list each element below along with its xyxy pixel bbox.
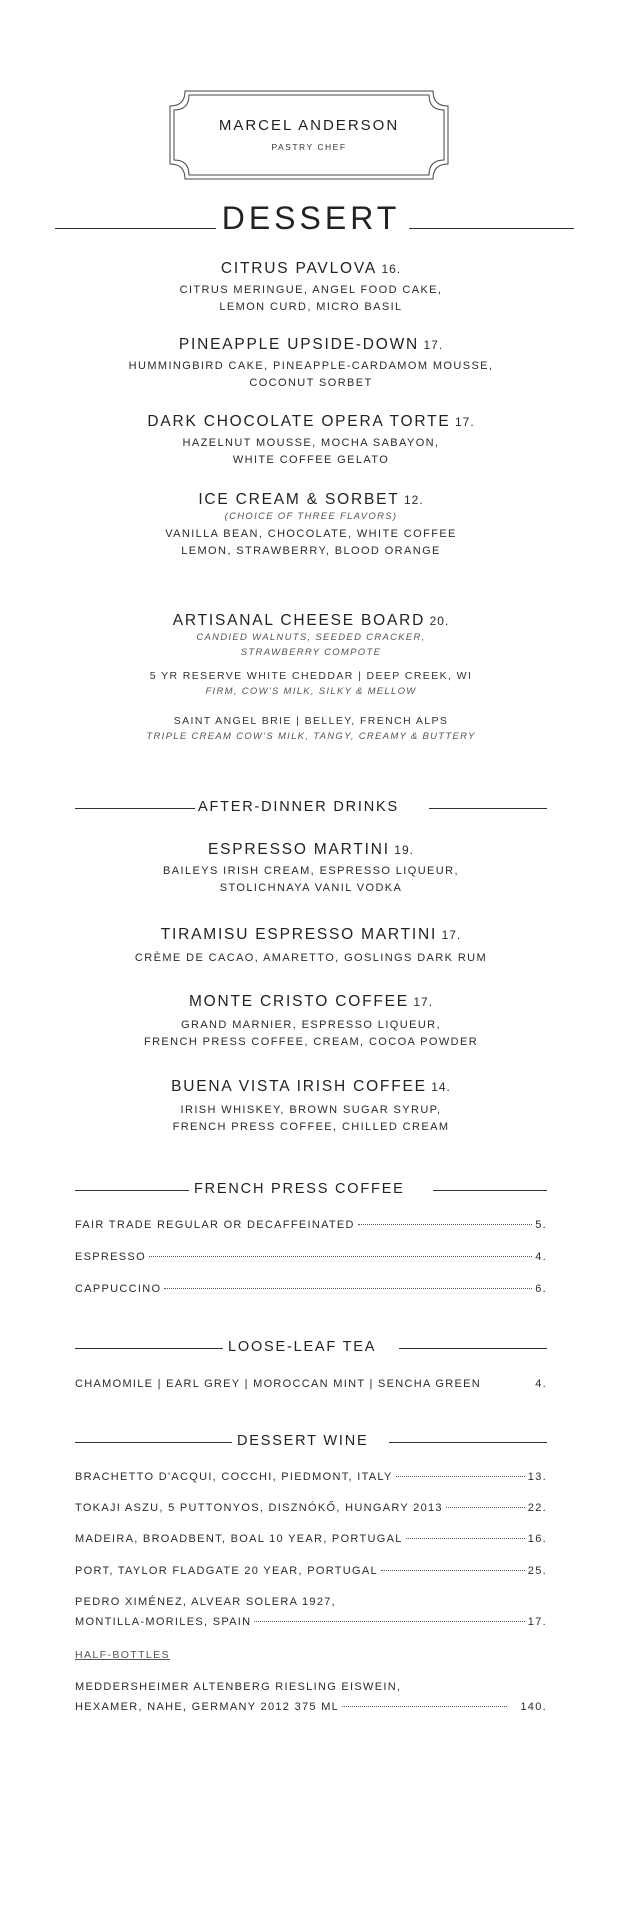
line-label-first: PEDRO XIMÉNEZ, ALVEAR SOLERA 1927, — [75, 1596, 337, 1608]
item-note: CANDIED WALNUTS, SEEDED CRACKER, — [196, 632, 426, 643]
line-price: 13. — [527, 1471, 547, 1483]
item-price: 14. — [431, 1080, 451, 1094]
item-name: CITRUS PAVLOVA — [220, 260, 377, 277]
section-rule-right — [429, 808, 547, 809]
chef-name: MARCEL ANDERSON — [218, 117, 400, 134]
price-line — [75, 1249, 547, 1266]
line-label: TOKAJI ASZU, 5 PUTTONYOS, DISZNÓKŐ, HUNGARY 2013 — [75, 1502, 443, 1514]
line-price: 25. — [527, 1565, 547, 1577]
section-rule-right — [389, 1442, 547, 1443]
item-desc-line: COCONUT SORBET — [249, 377, 373, 389]
item-desc-line: WHITE COFFEE GELATO — [232, 454, 390, 466]
price-line — [75, 1217, 547, 1234]
item-name: ICE CREAM & SORBET — [198, 491, 400, 508]
item-price: 16. — [381, 262, 402, 276]
item-desc-line: CRÈME DE CACAO, AMARETTO, GOSLINGS DARK RUM — [134, 952, 488, 964]
item-price: 19. — [394, 843, 414, 857]
line-price: 5. — [535, 1219, 547, 1231]
plaque-frame — [169, 90, 449, 180]
leader-dots — [149, 1256, 532, 1257]
leader-dots — [396, 1476, 525, 1477]
item-price: 17. — [413, 995, 434, 1009]
section-rule-left — [75, 1190, 189, 1191]
line-price: 17. — [527, 1616, 547, 1628]
price-line — [75, 1500, 547, 1517]
item-price: 17. — [423, 338, 444, 352]
line-label: HEXAMER, NAHE, GERMANY 2012 375 ML — [75, 1701, 340, 1713]
section-header-drinks — [75, 799, 547, 819]
item-price: 17. — [454, 415, 475, 429]
item-desc-line: CITRUS MERINGUE, ANGEL FOOD CAKE, — [179, 284, 443, 296]
section-rule-right — [433, 1190, 547, 1191]
line-price: 4. — [535, 1378, 547, 1390]
item-price: 17. — [441, 928, 462, 942]
item-desc — [0, 358, 622, 392]
section-title: DESSERT WINE — [237, 1433, 369, 1449]
price-line — [75, 1563, 547, 1580]
section-rule-left — [75, 1348, 223, 1349]
item-name: PINEAPPLE UPSIDE-DOWN — [178, 336, 420, 353]
leader-dots — [342, 1706, 507, 1707]
dessert-title-text: DESSERT — [216, 200, 407, 236]
cheese-board — [0, 612, 622, 660]
item-desc — [0, 950, 622, 967]
item-name: ARTISANAL CHEESE BOARD — [172, 612, 426, 629]
item-desc-line: IRISH WHISKEY, BROWN SUGAR SYRUP, — [180, 1104, 442, 1116]
price-line — [75, 1376, 547, 1393]
line-label: MADEIRA, BROADBENT, BOAL 10 YEAR, PORTUGAL — [75, 1533, 403, 1545]
item-desc — [0, 1017, 622, 1051]
item-desc — [0, 863, 622, 897]
item-price: 12. — [403, 493, 424, 507]
menu-item — [0, 926, 622, 967]
item-desc-line: BAILEYS IRISH CREAM, ESPRESSO LIQUEUR, — [163, 865, 459, 877]
dessert-title — [0, 200, 622, 237]
item-desc-line: HUMMINGBIRD CAKE, PINEAPPLE-CARDAMOM MOUSSE, — [128, 360, 494, 372]
section-header-wine — [75, 1433, 547, 1453]
leader-dots — [358, 1224, 532, 1225]
leader-dots — [164, 1288, 532, 1289]
price-line — [75, 1531, 547, 1548]
section-header-tea — [75, 1339, 547, 1359]
section-rule-left — [75, 808, 195, 809]
menu-item — [0, 491, 622, 560]
cheese-note: FIRM, COW'S MILK, SILKY & MELLOW — [205, 686, 417, 697]
price-line — [75, 1594, 547, 1631]
item-desc-line: STOLICHNAYA VANIL VODKA — [219, 882, 403, 894]
menu-item — [0, 993, 622, 1051]
price-line — [75, 1281, 547, 1298]
leader-dots — [381, 1570, 525, 1571]
item-desc-line: LEMON CURD, MICRO BASIL — [219, 301, 403, 313]
section-title: LOOSE-LEAF TEA — [228, 1339, 377, 1355]
line-label: CHAMOMILE | EARL GREY | MOROCCAN MINT | SENCHA GREEN — [75, 1378, 482, 1390]
item-name: ESPRESSO MARTINI — [208, 841, 390, 858]
line-price: 16. — [527, 1533, 547, 1545]
line-price: 22. — [527, 1502, 547, 1514]
menu-item — [0, 841, 622, 897]
line-label-first: MEDDERSHEIMER ALTENBERG RIESLING EISWEIN, — [75, 1681, 402, 1693]
cheese-name: 5 YR RESERVE WHITE CHEDDAR | DEEP CREEK, WI — [149, 670, 473, 682]
section-rule-right — [399, 1348, 547, 1349]
item-desc — [0, 435, 622, 469]
cheese-name: SAINT ANGEL BRIE | BELLEY, FRENCH ALPS — [173, 715, 449, 727]
menu-item — [0, 413, 622, 469]
line-label: MONTILLA-MORILES, SPAIN — [75, 1616, 252, 1628]
item-price: 20. — [429, 614, 450, 628]
menu-item — [0, 260, 622, 316]
cheese-item — [0, 669, 622, 699]
price-line — [75, 1469, 547, 1486]
line-price: 4. — [535, 1251, 547, 1263]
line-label: CAPPUCCINO — [75, 1283, 162, 1295]
item-note: (CHOICE OF THREE FLAVORS) — [224, 511, 398, 522]
item-name: TIRAMISU ESPRESSO MARTINI — [160, 926, 438, 943]
line-label: ESPRESSO — [75, 1251, 146, 1263]
title-rule-left — [55, 228, 223, 229]
item-name: DARK CHOCOLATE OPERA TORTE — [147, 413, 451, 430]
item-desc-line: GRAND MARNIER, ESPRESSO LIQUEUR, — [181, 1019, 441, 1031]
leader-dots — [406, 1538, 525, 1539]
leader-dots — [254, 1621, 524, 1622]
item-desc — [0, 526, 622, 560]
item-desc — [0, 282, 622, 316]
line-price: 6. — [535, 1283, 547, 1295]
item-name: BUENA VISTA IRISH COFFEE — [171, 1078, 427, 1095]
menu-item — [0, 1078, 622, 1136]
section-rule-left — [75, 1442, 232, 1443]
half-bottles-heading: HALF-BOTTLES — [75, 1649, 170, 1661]
line-price: 140. — [520, 1701, 547, 1713]
price-line — [75, 1679, 547, 1716]
line-label: PORT, TAYLOR FLADGATE 20 YEAR, PORTUGAL — [75, 1565, 378, 1577]
cheese-item — [0, 714, 622, 744]
item-note: STRAWBERRY COMPOTE — [240, 647, 382, 658]
section-title: FRENCH PRESS COFFEE — [194, 1181, 405, 1197]
item-desc-line: VANILLA BEAN, CHOCOLATE, WHITE COFFEE — [165, 528, 457, 540]
item-desc-line: LEMON, STRAWBERRY, BLOOD ORANGE — [181, 545, 441, 557]
title-rule-right — [409, 228, 574, 229]
menu-item — [0, 336, 622, 392]
item-name: MONTE CRISTO COFFEE — [188, 993, 409, 1010]
line-label: BRACHETTO D'ACQUI, COCCHI, PIEDMONT, ITALY — [75, 1471, 393, 1483]
chef-title: PASTRY CHEF — [271, 142, 347, 152]
cheese-note: TRIPLE CREAM COW'S MILK, TANGY, CREAMY & BUTTERY — [146, 731, 476, 742]
item-desc — [0, 1102, 622, 1136]
item-desc-line: FRENCH PRESS COFFEE, CREAM, COCOA POWDER — [143, 1036, 479, 1048]
section-header-coffee — [75, 1181, 547, 1201]
chef-plaque — [169, 90, 449, 180]
item-desc-line: HAZELNUT MOUSSE, MOCHA SABAYON, — [182, 437, 440, 449]
leader-dots — [446, 1507, 525, 1508]
item-desc-line: FRENCH PRESS COFFEE, CHILLED CREAM — [172, 1121, 450, 1133]
line-label: FAIR TRADE REGULAR OR DECAFFEINATED — [75, 1219, 355, 1231]
section-title: AFTER-DINNER DRINKS — [198, 799, 399, 815]
